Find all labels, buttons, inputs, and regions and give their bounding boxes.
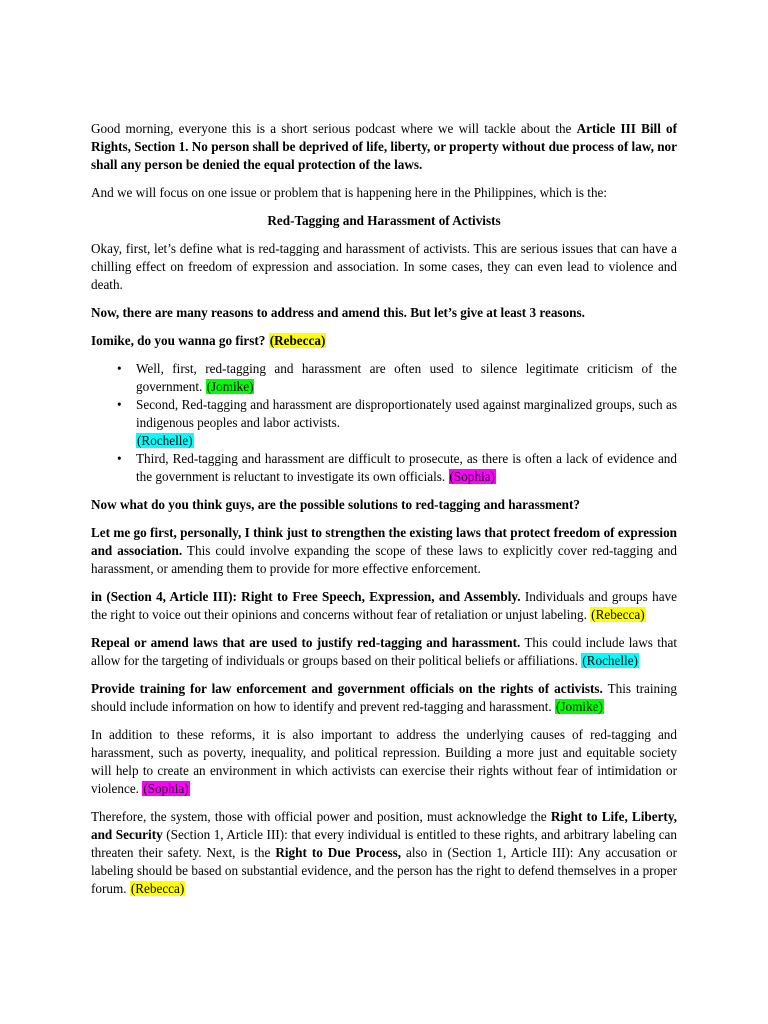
bullet-text: Well, first, red-tagging and harassment are often used to silence legitimate criticism of the government. [136, 361, 677, 394]
definition-paragraph: Okay, first, let’s define what is red-tagging and harassment of activists. This are serious issues that can have a chilling effect on freedom of expression and association. In some cases, they can even lead to violence and death. [91, 241, 677, 292]
reforms-paragraph [91, 726, 677, 798]
solution-2-heading: in (Section 4, Article III): Right to Free Speech, Expression, and Assembly. [91, 589, 521, 604]
speaker-tag-rebecca: (Rebecca) [269, 333, 326, 348]
reasons-intro: Now, there are many reasons to address and amend this. But let’s give at least 3 reasons. [91, 305, 585, 320]
intro-bold-text: Article III Bill of Rights, Section 1. No person shall be deprived of life, liberty, or property without due process of law, nor shall any person be denied the equal protection of the laws. [91, 121, 677, 172]
solution-3-heading: Repeal or amend laws that are used to justify red-tagging and harassment. [91, 635, 521, 650]
topic-title: Red-Tagging and Harassment of Activists [267, 213, 501, 228]
bullet-icon: • [117, 451, 122, 466]
reasons-list [91, 360, 677, 486]
bullet-text: Second, Red-tagging and harassment are disproportionately used against marginalized groups, such as indigenous peoples and labor activists. [136, 397, 677, 430]
solution-4-heading: Provide training for law enforcement and government officials on the rights of activists. [91, 681, 603, 696]
solution-3-text: This could include laws that allow for the targeting of individuals or groups based on their political beliefs or affiliations. [91, 635, 677, 668]
solution-paragraph-4 [91, 680, 677, 716]
speaker-tag-rochelle: (Rochelle) [582, 653, 638, 668]
list-item [91, 450, 677, 486]
list-item [91, 396, 677, 450]
focus-paragraph: And we will focus on one issue or problem that is happening here in the Philippines, which is the: [91, 185, 608, 200]
speaker-tag-sophia: (Sophia) [143, 781, 189, 796]
solutions-question: Now what do you think guys, are the possible solutions to red-tagging and harassment? [91, 497, 580, 512]
bullet-text: Third, Red-tagging and harassment are difficult to prosecute, as there is often a lack of evidence and the government is reluctant to investigate its own officials. [136, 451, 677, 484]
solution-2-text: Individuals and groups have the right to voice out their opinions and concerns without fear of retaliation or unjust labeling. [91, 589, 678, 622]
document-page [91, 120, 677, 908]
speaker-tag-jomike: (Jomike) [556, 699, 603, 714]
solution-paragraph-2 [91, 588, 677, 624]
due-process-heading: Right to Due Process, [275, 845, 402, 860]
speaker-tag-rochelle: (Rochelle) [137, 433, 193, 448]
conclusion-paragraph: Therefore, the system, those with official power and position, must acknowledge the Right to Life, Liberty, and Security (Section 1, Article III): that every individual is entitled to these rights, and arbitrary labeling can threaten their safety. Next, is the Right to Due Process, also in (Section 1, Article III): Any accusation or labeling should be based on substantial evidence, and the person has the right to defend themselves in a proper forum. (Rebecca) [91, 809, 678, 896]
solution-4-text: This training should include information on how to identify and prevent red-tagging and harassment. [91, 681, 677, 714]
question-text: Iomike, do you wanna go first? [91, 333, 269, 348]
speaker-tag-rebecca: (Rebecca) [591, 607, 645, 622]
question-paragraph [91, 332, 677, 350]
intro-text: Good morning, everyone this is a short serious podcast where we will tackle about the [91, 121, 577, 136]
solution-paragraph-1 [91, 524, 677, 578]
reforms-text: In addition to these reforms, it is also important to address the underlying causes of red-tagging and harassment, such as poverty, inequality, and political repression. Building a more just and equitable society will help to create an environment in which activists can exercise their rights without fear of intimidation or violence. [91, 727, 677, 796]
speaker-tag-sophia: (Sophia) [449, 469, 495, 484]
speaker-tag-jomike: (Jomike) [206, 379, 254, 394]
solution-paragraph-3 [91, 634, 677, 670]
solution-1-text: This could involve expanding the scope of these laws to explicitly cover red-tagging and harassment, or amending them to provide for more effective enforcement. [91, 543, 677, 576]
intro-paragraph [91, 120, 677, 174]
solution-1-heading: Let me go first, personally, I think just to strengthen the existing laws that protect freedom of expression and association. [91, 525, 677, 558]
speaker-tag-rebecca: (Rebecca) [130, 881, 185, 896]
bullet-icon: • [117, 397, 122, 412]
bullet-icon: • [117, 361, 122, 376]
list-item [91, 360, 677, 396]
right-to-life-heading: Right to Life, Liberty, and Security [91, 809, 677, 842]
